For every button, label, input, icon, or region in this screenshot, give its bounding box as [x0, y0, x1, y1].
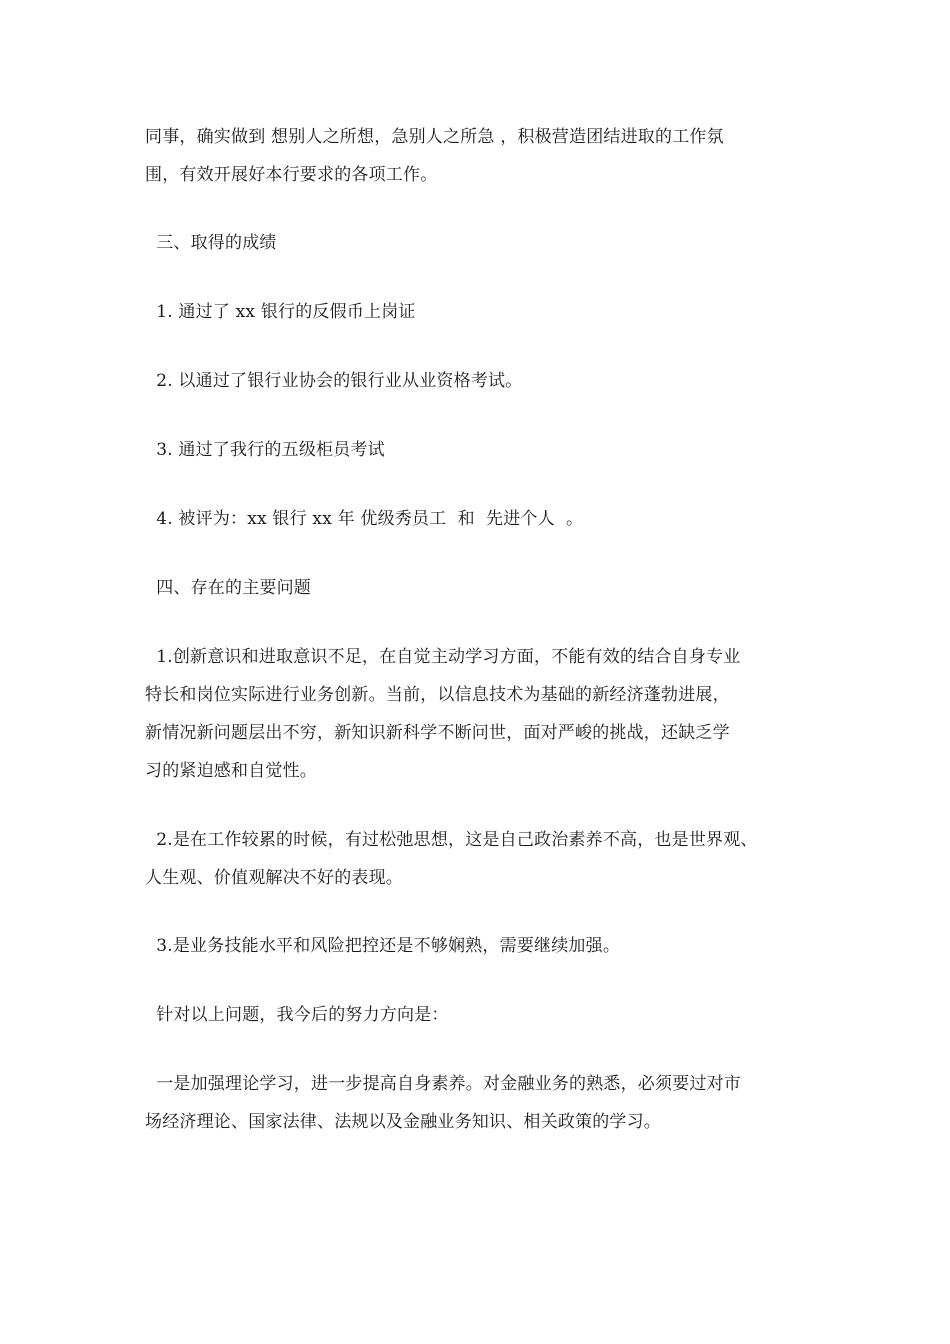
paragraph-line: 2.是在工作较累的时候，有过松弛思想，这是自己政治素养不高，也是世界观、 — [145, 830, 758, 850]
paragraph-line: 1.创新意识和进取意识不足，在自觉主动学习方面，不能有效的结合自身专业 — [145, 647, 741, 667]
section-heading: 三、取得的成绩 — [145, 233, 277, 253]
list-item: 1. 通过了 xx 银行的反假币上岗证 — [145, 302, 416, 322]
paragraph-line: 习的紧迫感和自觉性。 — [145, 761, 317, 781]
paragraph-line: 场经济理论、国家法律、法规以及金融业务知识、相关政策的学习。 — [145, 1112, 661, 1132]
paragraph-line: 同事，确实做到 想别人之所想，急别人之所急 ，积极营造团结进取的工作氛 — [145, 127, 724, 147]
paragraph-line: 围，有效开展好本行要求的各项工作。 — [145, 165, 438, 185]
list-item: 3. 通过了我行的五级柜员考试 — [145, 440, 385, 460]
paragraph-line: 特长和岗位实际进行业务创新。当前，以信息技术为基础的新经济蓬勃进展， — [145, 685, 730, 705]
paragraph-line: 新情况新问题层出不穷，新知识新科学不断问世，面对严峻的挑战，还缺乏学 — [145, 723, 730, 743]
paragraph-line: 人生观、价值观解决不好的表现。 — [145, 868, 403, 888]
list-item: 2. 以通过了银行业协会的银行业从业资格考试。 — [145, 371, 523, 391]
paragraph-line: 3.是业务技能水平和风险把控还是不够娴熟，需要继续加强。 — [145, 936, 621, 956]
paragraph-line: 针对以上问题，我今后的努力方向是： — [145, 1005, 449, 1025]
section-heading: 四、存在的主要问题 — [145, 578, 312, 598]
list-item: 4. 被评为：xx 银行 xx 年 优级秀员工 和 先进个人 。 — [145, 509, 584, 529]
paragraph-line: 一是加强理论学习，进一步提高自身素养。对金融业务的熟悉，必须要过对市 — [145, 1074, 742, 1094]
